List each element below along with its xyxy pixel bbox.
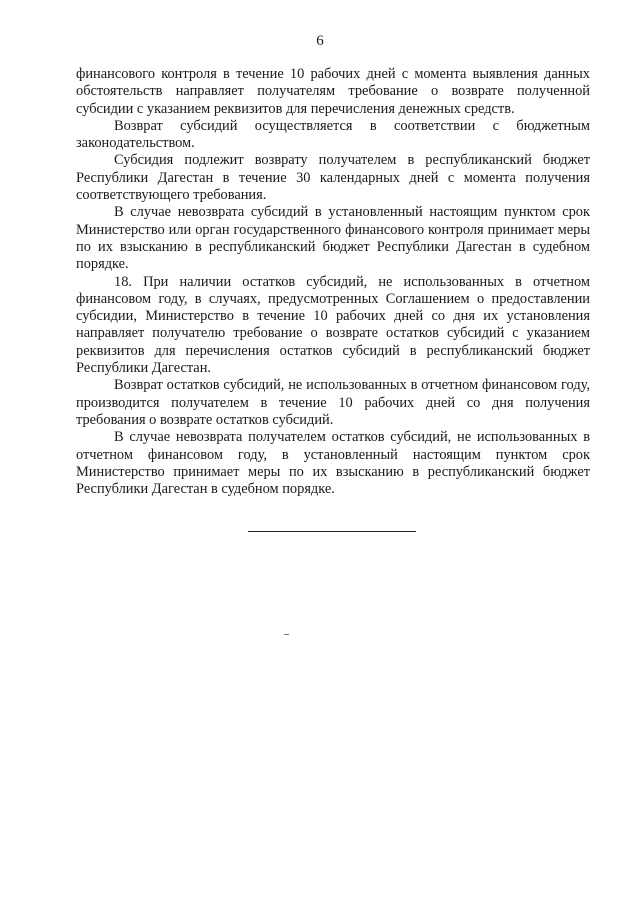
- scan-speck: [284, 634, 289, 635]
- paragraph-return-legislation: Возврат субсидий осуществляется в соответствии с бюджетным законодательством.: [76, 117, 590, 152]
- paragraph-remainder-non-return: В случае невозврата получателем остатков субсидий, не использованных в отчетном финансовом году, в установленный настоящим пунктом срок Министерство принимает меры по их взысканию в республиканский бюджет Республики Дагестан в судебном порядке.: [76, 429, 590, 498]
- paragraph-non-return-court: В случае невозврата субсидий в установленный настоящим пунктом срок Министерство или орган государственного финансового контроля принимает меры по их взысканию в республиканский бюджет Республики Дагестан в судебном порядке.: [76, 204, 590, 273]
- page-number: 6: [316, 33, 324, 49]
- paragraph-return-deadline: Субсидия подлежит возврату получателем в республиканский бюджет Республики Дагестан в течение 30 календарных дней с момента получения соответствующего требования.: [76, 152, 590, 204]
- paragraph-remainder-return: Возврат остатков субсидий, не использованных в отчетном финансовом году, производится получателем в течение 10 рабочих дней со дня получения требования о возврате остатков субсидий.: [76, 377, 590, 428]
- end-divider-line: [248, 531, 416, 532]
- paragraph-item-18: 18. При наличии остатков субсидий, не использованных в отчетном финансовом году, в случаях, предусмотренных Соглашением о предоставлении субсидии, Министерство в течение 10 рабочих дней со дня их установления направляет получателю требование о возврате остатков субсидий с указанием реквизитов для перечисления остатков субсидий в республиканский бюджет Республики Дагестан.: [76, 273, 590, 377]
- document-body: [76, 66, 590, 498]
- paragraph-continuation: финансового контроля в течение 10 рабочих дней с момента выявления данных обстоятельств направляет получателям требование о возврате полученной субсидии с указанием реквизитов для перечисления денежных средств.: [76, 66, 590, 117]
